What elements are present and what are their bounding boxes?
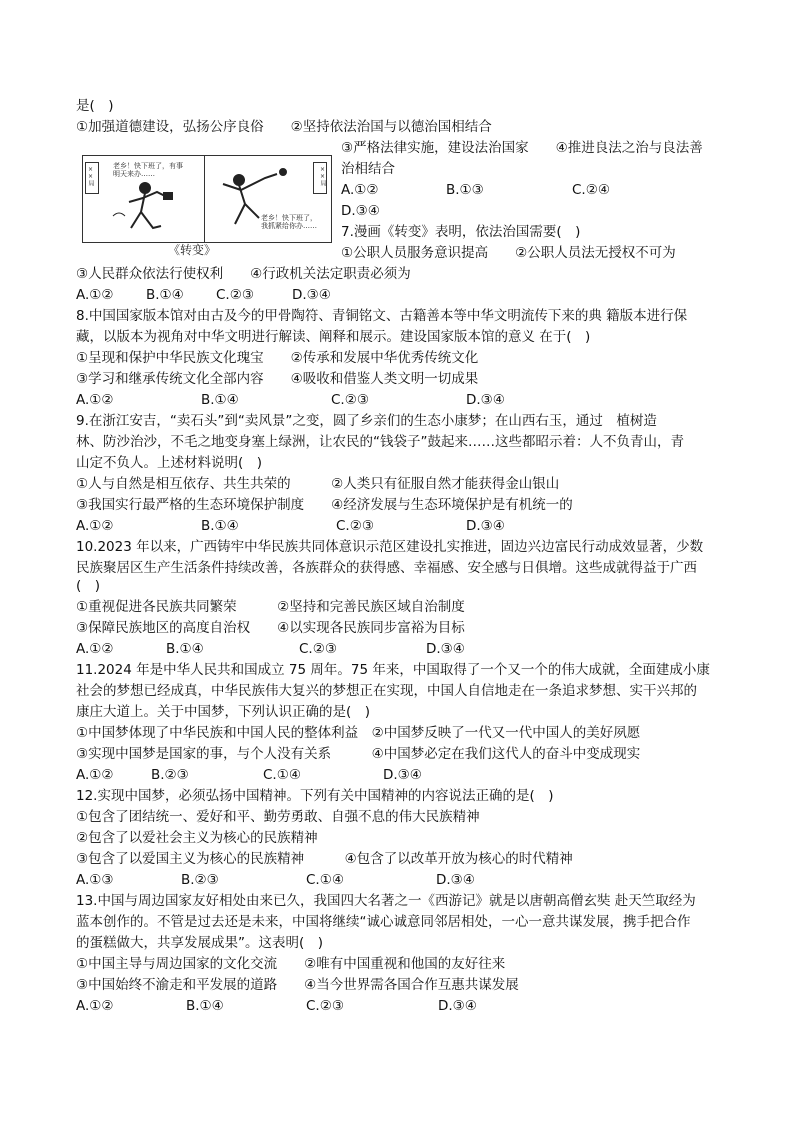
question-7-choice-a: A.①② [76, 287, 114, 303]
question-9-options-line-2: ③我国实行最严格的生态环境保护制度 ④经济发展与生态环境保护是有机统一的 [76, 497, 573, 513]
question-13-choice-b: B.①④ [186, 998, 224, 1014]
question-10-choice-b: B.①④ [166, 641, 204, 657]
question-11-choice-d: D.③④ [383, 767, 422, 783]
question-6-choice-d: D.③④ [341, 203, 380, 219]
question-9-stem-line-1: 9.在浙江安吉，“卖石头”到“卖风景”之变，圆了乡亲们的生态小康梦；在山西右玉，通过 植树造 [76, 413, 657, 429]
question-10-choice-a: A.①② [76, 641, 114, 657]
question-12-choice-b: B.②③ [181, 872, 219, 888]
question-8-options-line-1: ①呈现和保护中华民族文化瑰宝 ②传承和发展中华优秀传统文化 [76, 350, 479, 366]
question-12-option-2: ②包含了以爱社会主义为核心的民族精神 [76, 830, 318, 846]
question-9-stem-line-2: 林、防沙治沙，不毛之地变身塞上绿洲，让农民的“钱袋子”鼓起来……这些都昭示着：人不负青山，青 [76, 434, 684, 450]
cartoon-sign-left: ××局 [87, 166, 94, 186]
cartoon-bubble-left: 老乡！快下班了，有事明天来办…… [113, 162, 183, 178]
question-9-choice-c: C.②③ [336, 518, 374, 534]
question-8-stem-line-1: 8.中国国家版本馆对由古及今的甲骨陶符、青铜铭文、古籍善本等中华文明流传下来的典 籍版本进行保 [76, 308, 688, 324]
question-8-choice-a: A.①② [76, 392, 114, 408]
question-11-options-line-1: ①中国梦体现了中华民族和中国人民的整体利益 ②中国梦反映了一代又一代中国人的美好夙愿 [76, 725, 641, 741]
question-10-stem-line-1: 10.2023 年以来，广西铸牢中华民族共同体意识示范区建设扎实推进，固边兴边富民行动成效显著，少数 [76, 539, 704, 555]
question-12-choice-a: A.①③ [76, 872, 114, 888]
question-7-choice-b: B.①④ [146, 287, 184, 303]
question-7-choice-d: D.③④ [292, 287, 331, 303]
question-11-stem-line-3: 康庄大道上。关于中国梦，下列认识正确的是( ) [76, 704, 371, 720]
cartoon-bubble-right: 老乡！快下班了，我抓紧给你办…… [261, 214, 317, 230]
question-12-choice-c: C.①④ [306, 872, 344, 888]
question-10-options-line-2: ③保障民族地区的高度自治权 ④以实现各民族同步富裕为目标 [76, 620, 465, 636]
question-10-options-line-1: ①重视促进各民族共同繁荣 ②坚持和完善民族区域自治制度 [76, 599, 465, 615]
question-13-stem-line-3: 的蛋糕做大，共享发展成果”。这表明( ) [76, 935, 324, 951]
question-11-stem-line-2: 社会的梦想已经成真，中华民族伟大复兴的梦想正在实现，中国人自信地走在一条追求梦想、实干兴邦的 [76, 683, 697, 699]
question-10-stem-line-2: 民族聚居区生产生活条件持续改善，各族群众的获得感、幸福感、安全感与日俱增。这些成就得益于广西 [76, 560, 697, 576]
question-13-choice-c: C.②③ [306, 998, 344, 1014]
question-13-choice-d: D.③④ [438, 998, 477, 1014]
running-official-illustration [83, 156, 203, 242]
question-13-options-line-2: ③中国始终不渝走和平发展的道路 ④当今世界需各国合作互惠共谋发展 [76, 977, 519, 993]
question-6-choice-a: A.①② [341, 182, 379, 198]
cartoon-zhuanbian [82, 155, 332, 243]
question-10-choice-d: D.③④ [426, 641, 465, 657]
question-9-stem-line-3: 山定不负人。上述材料说明( ) [76, 455, 263, 471]
question-10-stem-line-3: ( ) [76, 578, 101, 594]
question-8-options-line-2: ③学习和继承传统文化全部内容 ④吸收和借鉴人类文明一切成果 [76, 371, 479, 387]
question-6-choice-c: C.②④ [572, 182, 610, 198]
helpful-official-illustration [205, 156, 329, 242]
question-13-choice-a: A.①② [76, 998, 114, 1014]
question-6-stem-end: 是( ) [76, 98, 114, 114]
question-11-options-line-2: ③实现中国梦是国家的事，与个人没有关系 ④中国梦必定在我们这代人的奋斗中变成现实 [76, 746, 641, 762]
question-11-stem-line-1: 11.2024 年是中华人民共和国成立 75 周年。75 年来，中国取得了一个又一个的伟大成就，全面建成小康 [76, 662, 710, 678]
question-8-choice-b: B.①④ [201, 392, 239, 408]
question-9-choice-a: A.①② [76, 518, 114, 534]
question-6-options-line-1: ①加强道德建设，弘扬公序良俗 ②坚持依法治国与以德治国相结合 [76, 119, 492, 135]
question-11-choice-c: C.①④ [263, 767, 301, 783]
question-7-stem: 7.漫画《转变》表明，依法治国需要( ) [341, 224, 581, 240]
question-13-stem-line-2: 蓝本创作的。不管是过去还是未来，中国将继续“诚心诚意同邻居相处，一心一意共谋发展，携手把合作 [76, 914, 691, 930]
question-11-choice-a: A.①② [76, 767, 114, 783]
question-9-choice-b: B.①④ [201, 518, 239, 534]
question-8-stem-line-2: 藏，以版本为视角对中华文明进行解读、阐释和展示。建设国家版本馆的意义 在于( ) [76, 329, 591, 345]
question-10-choice-c: C.②③ [299, 641, 337, 657]
question-13-options-line-1: ①中国主导与周边国家的文化交流 ②唯有中国重视和他国的友好往来 [76, 956, 506, 972]
question-7-choice-c: C.②③ [216, 287, 254, 303]
cartoon-panel-left [83, 156, 205, 242]
question-8-choice-d: D.③④ [466, 392, 505, 408]
question-6-choice-b: B.①③ [446, 182, 484, 198]
question-6-options-line-3: 治相结合 [341, 161, 395, 177]
cartoon-panel-right [205, 156, 331, 242]
question-7-options-line-1: ①公职人员服务意识提高 ②公职人员法无授权不可为 [341, 245, 676, 261]
question-9-choice-d: D.③④ [466, 518, 505, 534]
question-12-options-line-3: ③包含了以爱国主义为核心的民族精神 ④包含了以改革开放为核心的时代精神 [76, 851, 573, 867]
question-6-options-line-2: ③严格法律实施，建设法治国家 ④推进良法之治与良法善 [341, 140, 703, 156]
question-8-choice-c: C.②③ [331, 392, 369, 408]
cartoon-sign-right: ××局 [319, 166, 326, 186]
cartoon-caption: 《转变》 [168, 243, 217, 257]
question-9-options-line-1: ①人与自然是相互依存、共生共荣的 ②人类只有征服自然才能获得金山银山 [76, 476, 560, 492]
question-11-choice-b: B.②③ [151, 767, 189, 783]
question-12-stem: 12.实现中国梦，必须弘扬中国精神。下列有关中国精神的内容说法正确的是( ) [76, 788, 554, 804]
question-13-stem-line-1: 13.中国与周边国家友好相处由来已久，我国四大名著之一《西游记》就是以唐朝高僧玄奘 赴天竺取经为 [76, 893, 696, 909]
question-12-choice-d: D.③④ [436, 872, 475, 888]
question-12-option-1: ①包含了团结统一、爱好和平、勤劳勇敢、自强不息的伟大民族精神 [76, 809, 480, 825]
question-7-options-line-2: ③人民群众依法行使权利 ④行政机关法定职责必须为 [76, 266, 411, 282]
